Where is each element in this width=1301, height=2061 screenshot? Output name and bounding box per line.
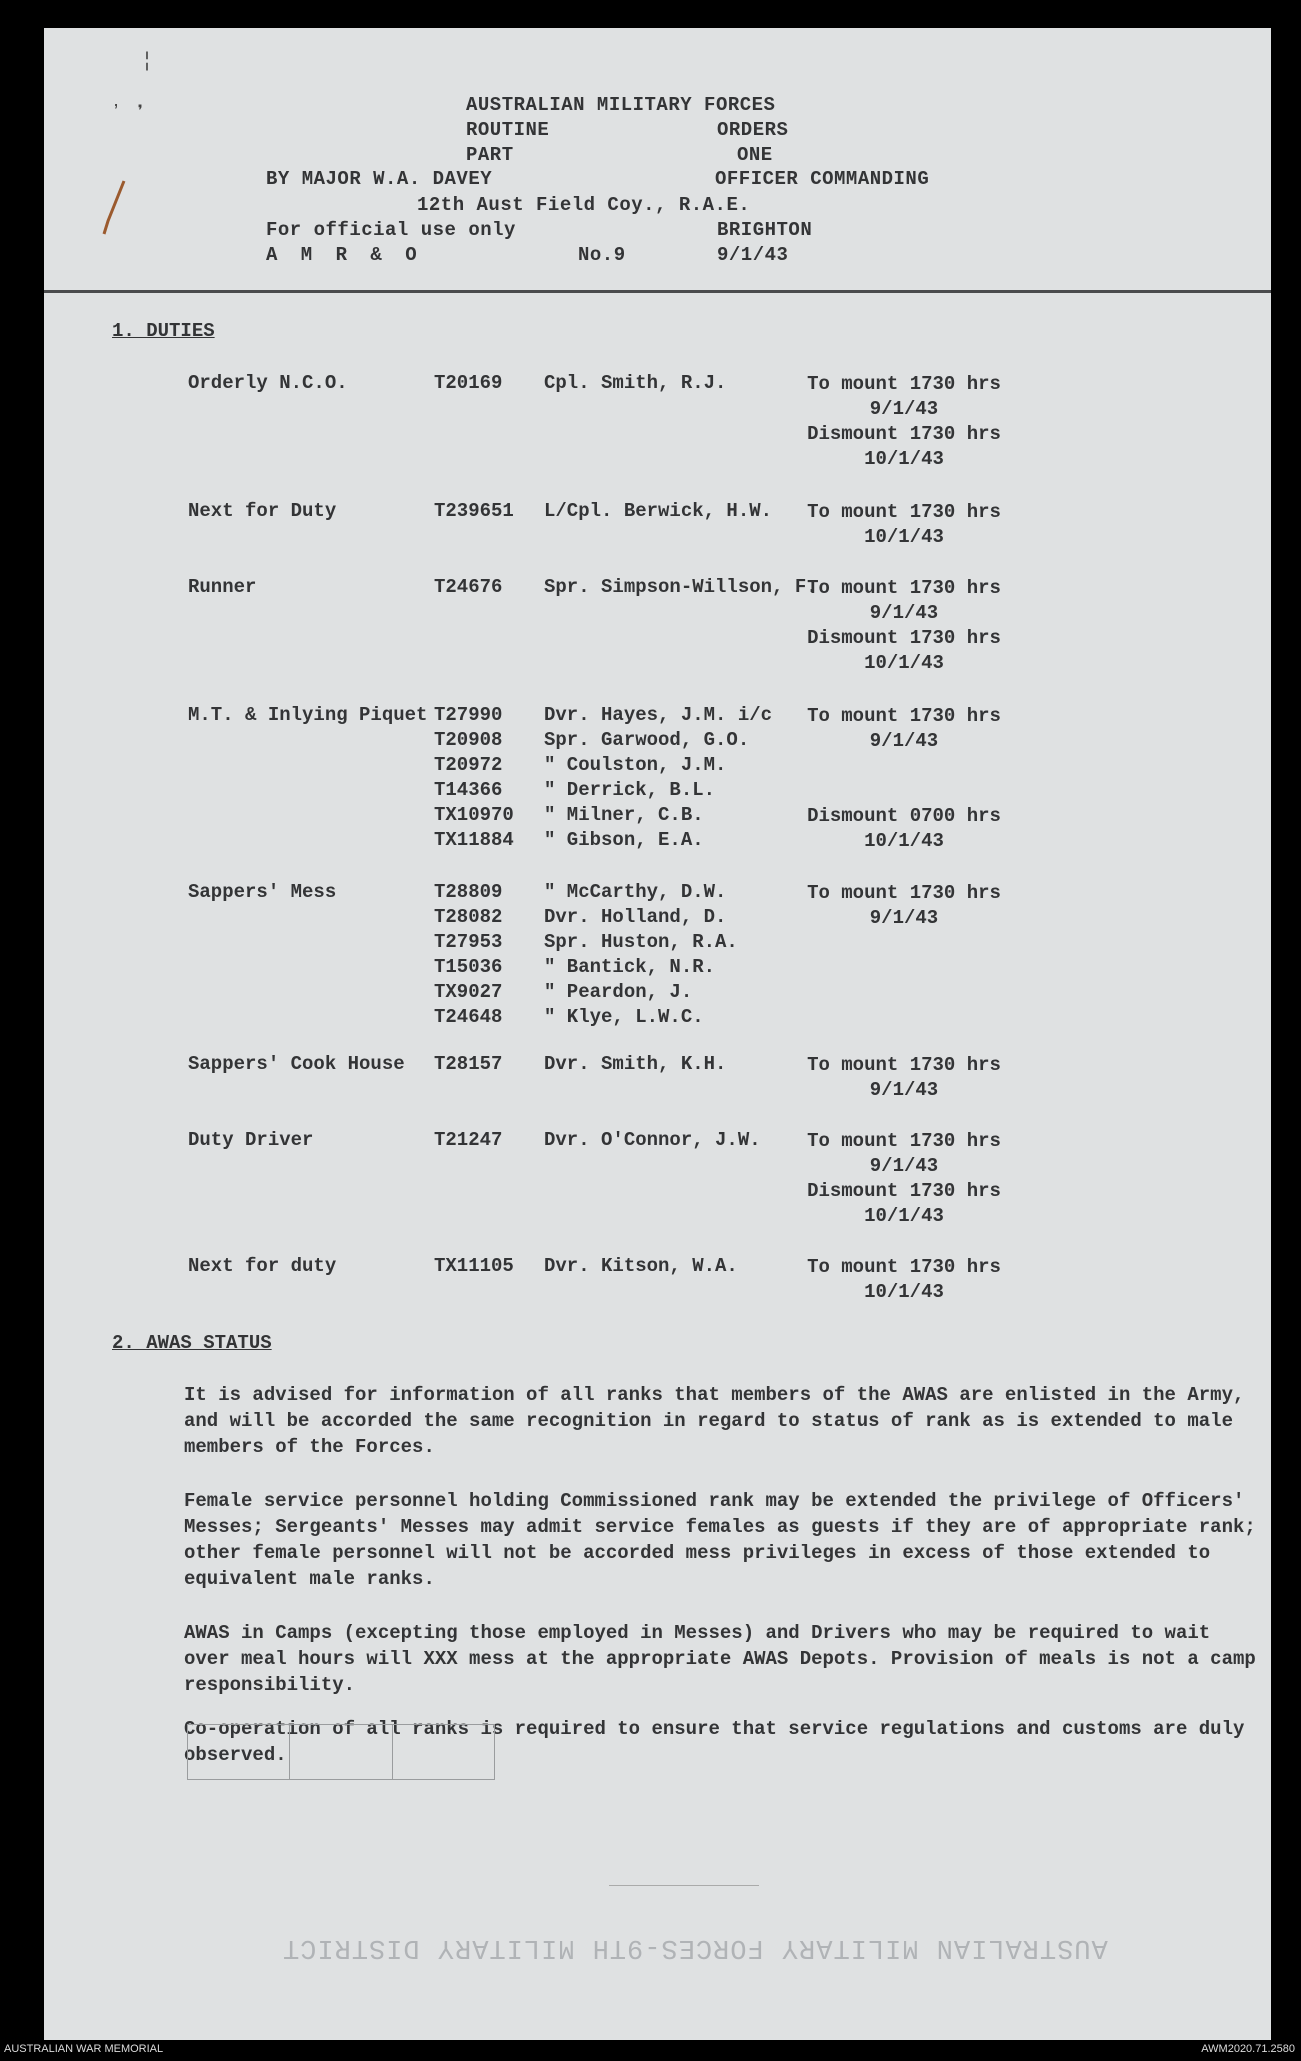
stamp-boxes [187, 1724, 495, 1780]
personnel-name: " Peardon, J. [544, 981, 693, 1003]
personnel-name: Dvr. Kitson, W.A. [544, 1255, 738, 1277]
part-number: ONE [737, 144, 773, 166]
personnel-name: Dvr. O'Connor, J.W. [544, 1129, 761, 1151]
duty-time: 9/1/43 [869, 602, 939, 624]
service-number: T24648 [434, 1006, 503, 1028]
duty-time: To mount 1730 hrs [807, 577, 1001, 599]
service-number: TX9027 [434, 981, 503, 1003]
duty-time: 9/1/43 [869, 1155, 939, 1177]
footer-id: AWM2020.71.2580 [1201, 2043, 1295, 2055]
personnel-name: Spr. Huston, R.A. [544, 931, 738, 953]
personnel-name: " McCarthy, D.W. [544, 881, 727, 903]
service-number: T20972 [434, 754, 503, 776]
duty-name: Next for duty [188, 1255, 337, 1277]
service-number: T15036 [434, 956, 503, 978]
routine-label: ROUTINE [466, 119, 550, 141]
commander: BY MAJOR W.A. DAVEY [266, 168, 493, 190]
service-number: T14366 [434, 779, 503, 801]
service-number: T27990 [434, 704, 503, 726]
footer-archive: AUSTRALIAN WAR MEMORIAL [4, 2043, 164, 2055]
service-number: TX11884 [434, 829, 514, 851]
order-date: 9/1/43 [717, 244, 789, 266]
duty-name: Duty Driver [188, 1129, 314, 1151]
service-number: T28157 [434, 1053, 503, 1075]
duty-time: Dismount 0700 hrs [807, 805, 1001, 827]
unit-name: 12th Aust Field Coy., R.A.E. [417, 194, 751, 216]
paragraph: It is advised for information of all ranks that members of the AWAS are enlisted in the Army, and will be accorded the same recognition in regard to status of rank as is extended to male members of the Forces. [184, 1384, 1245, 1458]
duty-time: Dismount 1730 hrs [807, 423, 1001, 445]
service-number: T24676 [434, 576, 503, 598]
part-label: PART [466, 144, 514, 166]
org-title: AUSTRALIAN MILITARY FORCES [466, 94, 776, 116]
service-number: T20908 [434, 729, 503, 751]
duty-name: Orderly N.C.O. [188, 372, 348, 394]
rust-stain-icon [94, 176, 134, 236]
document-page [44, 28, 1271, 2040]
duty-time: To mount 1730 hrs [807, 1130, 1001, 1152]
section-heading-awas: 2. AWAS STATUS [112, 1332, 272, 1354]
duty-time: 9/1/43 [869, 730, 939, 752]
duty-name: Runner [188, 576, 257, 598]
official-use: For official use only [266, 219, 516, 241]
service-number: T21247 [434, 1129, 503, 1151]
duty-time: To mount 1730 hrs [807, 705, 1001, 727]
duty-time: 9/1/43 [869, 398, 939, 420]
duty-time: 10/1/43 [864, 830, 944, 852]
duty-time: To mount 1730 hrs [807, 501, 1001, 523]
divider [609, 1885, 759, 1886]
duty-time: 10/1/43 [864, 1281, 944, 1303]
paragraph: Female service personnel holding Commissioned rank may be extended the privilege of Officers' Messes; Sergeants' Messes may admit service females as guests if they are of appropriate rank; other female personnel will not be accorded mess privileges in excess of those extended to equivalent male ranks. [184, 1490, 1256, 1590]
bleed-through-text: AUSTRALIAN MILITARY FORCES-9TH MILITARY DISTRICT [282, 1932, 1108, 1962]
personnel-name: Dvr. Hayes, J.M. i/c [544, 704, 773, 726]
personnel-name: " Derrick, B.L. [544, 779, 716, 801]
duty-time: Dismount 1730 hrs [807, 1180, 1001, 1202]
service-number: T28082 [434, 906, 503, 928]
service-number: T239651 [434, 500, 514, 522]
amrao-label: A M R & O [266, 244, 423, 266]
orders-label: ORDERS [717, 119, 789, 141]
duty-time: To mount 1730 hrs [807, 1256, 1001, 1278]
pencil-mark: ʼ ❜ [110, 103, 147, 126]
service-number: T27953 [434, 931, 503, 953]
service-number: TX10970 [434, 804, 514, 826]
personnel-name: Cpl. Smith, R.J. [544, 372, 727, 394]
duty-time: 10/1/43 [864, 652, 944, 674]
duty-time: 10/1/43 [864, 448, 944, 470]
duty-time: To mount 1730 hrs [807, 882, 1001, 904]
paragraph: AWAS in Camps (excepting those employed in Messes) and Drivers who may be required to wait over meal hours will XXX mess at the appropriate AWAS Depots. Provision of meals is not a camp responsibility. [184, 1622, 1256, 1696]
service-number: T20169 [434, 372, 503, 394]
header-rule [44, 290, 1271, 293]
duty-time: 10/1/43 [864, 526, 944, 548]
duty-name: Next for Duty [188, 500, 337, 522]
duty-time: 10/1/43 [864, 1205, 944, 1227]
personnel-name: " Coulston, J.M. [544, 754, 727, 776]
duty-time: To mount 1730 hrs [807, 1054, 1001, 1076]
personnel-name: " Gibson, E.A. [544, 829, 704, 851]
pencil-mark: ¦ [141, 50, 154, 73]
service-number: T28809 [434, 881, 503, 903]
section-heading-duties: 1. DUTIES [112, 320, 215, 342]
service-number: TX11105 [434, 1255, 514, 1277]
duty-name: M.T. & Inlying Piquet [188, 704, 428, 726]
personnel-name: " Klye, L.W.C. [544, 1006, 704, 1028]
paragraph: Co-operation of all ranks is required to ensure that service regulations and customs are duly observed. [184, 1718, 1245, 1766]
duty-name: Sappers' Cook House [188, 1053, 405, 1075]
commander-role: OFFICER COMMANDING [715, 168, 930, 190]
personnel-name: Spr. Garwood, G.O. [544, 729, 750, 751]
duty-time: To mount 1730 hrs [807, 373, 1001, 395]
personnel-name: Dvr. Holland, D. [544, 906, 727, 928]
duty-name: Sappers' Mess [188, 881, 337, 903]
personnel-name: " Milner, C.B. [544, 804, 704, 826]
duty-time: 9/1/43 [869, 1079, 939, 1101]
personnel-name: Dvr. Smith, K.H. [544, 1053, 727, 1075]
location: BRIGHTON [717, 219, 813, 241]
duty-time: Dismount 1730 hrs [807, 627, 1001, 649]
personnel-name: " Bantick, N.R. [544, 956, 716, 978]
order-number: No.9 [578, 244, 626, 266]
duty-time: 9/1/43 [869, 907, 939, 929]
personnel-name: L/Cpl. Berwick, H.W. [544, 500, 773, 522]
personnel-name: Spr. Simpson-Willson, F. [544, 576, 818, 598]
